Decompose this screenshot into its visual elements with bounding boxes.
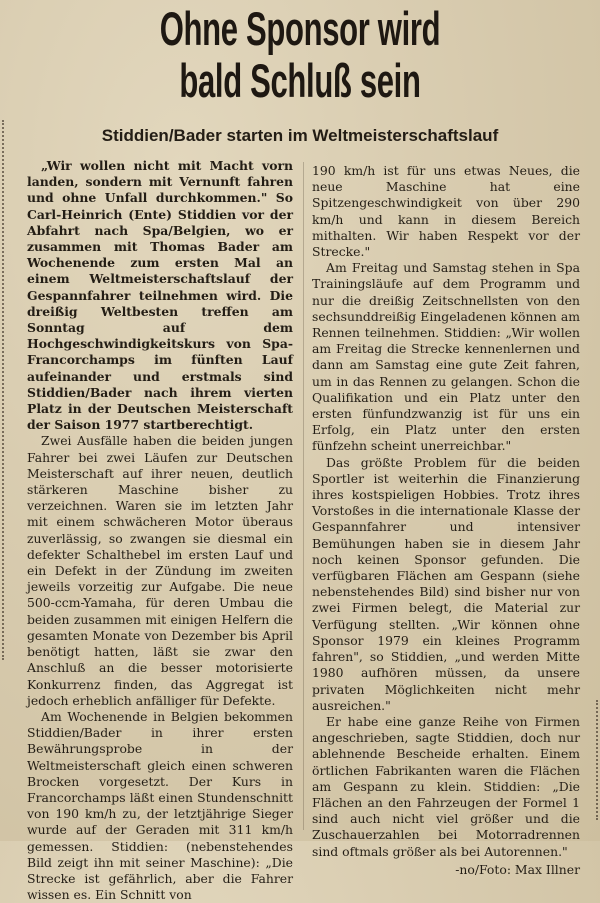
paragraph: Am Freitag und Samstag stehen in Spa Trainingsläufe auf dem Programm und nur die dreißig Zeitschnellsten von den sechsunddreißig Eingeladenen können am Rennen teilnehmen. Stiddien: „Wir wollen am Freitag die Strecke kennenlernen und dann am Samstag eine gute Zeit fahren, um in das Rennen zu gelangen. Schon die Qualifikation und ein Platz unter den ersten fünfundzwanzig ist für uns ein Erfolg, ein Platz unter den ersten fünfzehn scheint unerreichbar." (312, 260, 580, 454)
headline-line-1: Ohne Sponsor wird (159, 2, 441, 55)
paragraph: 190 km/h ist für uns etwas Neues, die neue Maschine hat eine Spitzengeschwindigkeit von über 290 km/h und kann in diesem Bereich mithalten. Wir haben Respekt vor der Strecke." (312, 163, 580, 260)
headline-line-2: bald Schluß sein (179, 54, 421, 107)
column-divider (303, 162, 304, 830)
article-column-right (312, 163, 580, 878)
paragraph: Zwei Ausfälle haben die beiden jungen Fahrer bei zwei Läufen zur Deutschen Meisterschaft auf ihrer neuen, deutlich stärkeren Maschine bisher zu verzeichnen. Waren sie im letzten Jahr mit einem schwächeren Motor überaus zuverlässig, so zwangen sie diesmal ein defekter Schalthebel im ersten Lauf und ein Defekt in der Zündung im zweiten jeweils vorzeitig zur Aufgabe. Die neue 500-ccm-Yamaha, für deren Umbau die beiden zusammen mit einigen Helfern die gesamten Monate von Dezember bis April benötigt hatten, läßt sie zwar den Anschluß an die besser motorisierte Konkurrenz finden, das Aggregat ist jedoch erheblich anfälliger für Defekte. (27, 433, 293, 708)
photo-credit: -no/Foto: Max Illner (455, 861, 580, 877)
paragraph: Er habe eine ganze Reihe von Firmen angeschrieben, sagte Stiddien, doch nur ablehnende Bescheide erhalten. Einem örtlichen Fabrikanten waren die Flächen am Gespann zu klein. Stiddien: „Die Flächen an den Fahrzeugen der Formel 1 sind auch nicht viel größer und die Zuschauerzahlen bei Motorradrennen sind oftmals größer als bei Autorennen." (312, 713, 580, 859)
paragraph: Das größte Problem für die beiden Sportler ist weiterhin die Finanzierung ihres kostspieligen Hobbies. Trotz ihres Vorstoßes in die internationale Klasse der Gespannfahrer und intensiver Bemühungen haben sie in diesem Jahr noch keinen Sponsor gefunden. Die verfügbaren Flächen am Gespann (siehe nebenstehendes Bild) sind bisher nur von zwei Firmen belegt, die Material zur Verfügung stellten. „Wir können ohne Sponsor 1979 ein kleines Programm fahren", so Stiddien, „und werden Mitte 1980 aufhören müssen, da unsere privaten Möglichkeiten nicht mehr ausreichen." (312, 454, 580, 713)
subheadline: Stiddien/Bader starten im Weltmeisterschaftslauf (101, 126, 499, 145)
paragraph: Am Wochenende in Belgien bekommen Stiddien/Bader in ihrer ersten Bewährungsprobe in der Weltmeisterschaft gleich einen schweren Brocken vorgesetzt. Der Kurs in Francorchamps läßt einen Stundenschnitt von 190 km/h zu, der letztjährige Sieger wurde auf der Geraden mit 311 km/h gemessen. Stiddien: (nebenstehendes Bild zeigt ihn mit seiner Maschine): „Die Strecke ist gefährlich, aber die Fahrer wissen es. Ein Schnitt von (27, 708, 293, 903)
article-column-left (27, 158, 293, 903)
lead-paragraph: „Wir wollen nicht mit Macht vorn landen, sondern mit Vernunft fahren und ohne Unfall durchkommen." So Carl-Heinrich (Ente) Stiddien vor der Abfahrt nach Spa/Belgien, wo er zusammen mit Thomas Bader am Wochenende zum ersten Mal an einem Weltmeisterschaftslauf der Gespannfahrer teilnehmen wird. Die dreißig Weltbesten treffen am Sonntag auf dem Hochgeschwindigkeitskurs von Spa-Francorchamps im fünften Lauf aufeinander und erstmals sind Stiddien/Bader nach ihrem vierten Platz in der Deutschen Meisterschaft der Saison 1977 startberechtigt. (27, 158, 293, 433)
headline (0, 4, 600, 106)
clipping-edge-right (593, 700, 598, 820)
clipping-edge-left (2, 120, 7, 660)
